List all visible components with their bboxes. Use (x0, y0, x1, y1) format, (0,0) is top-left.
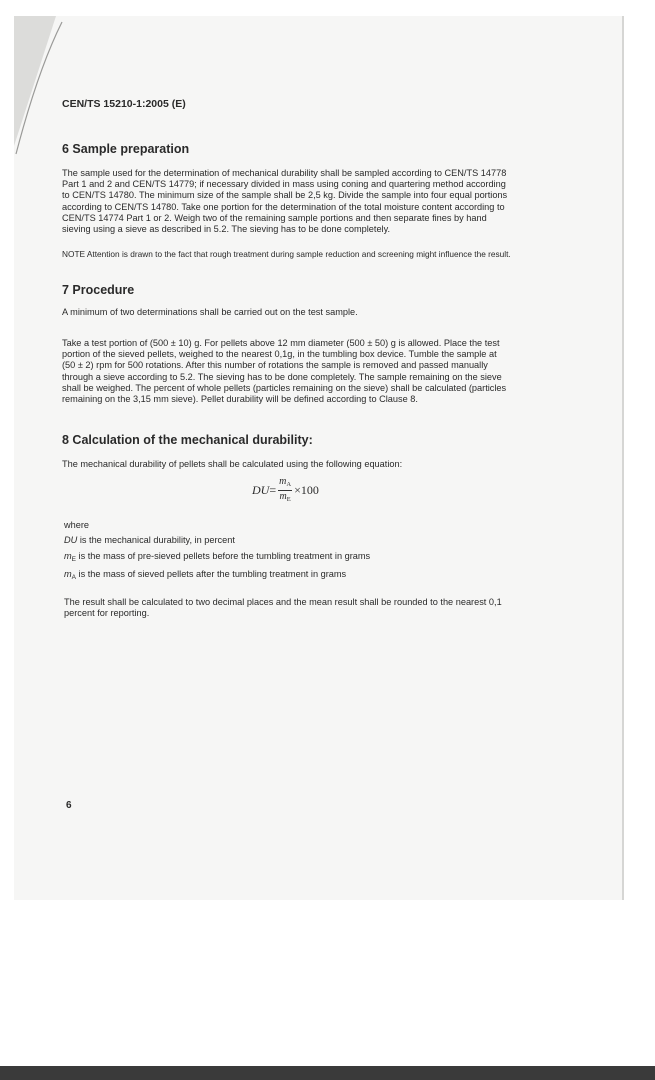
formula-factor: ×100 (294, 483, 319, 497)
section-8-intro: The mechanical durability of pellets shall be calculated using the following equation: (62, 459, 403, 469)
section-7-para1: A minimum of two determinations shall be carried out on the test sample. (62, 307, 358, 317)
definition-du: DU is the mechanical durability, in percent (64, 535, 235, 545)
definitions-list (64, 533, 370, 586)
section-7-para2: Take a test portion of (500 ± 10) g. For pellets above 12 mm diameter (500 ± 50) g is allowed. Place the test portion of the sieved pellets, weighed to the nearest 0,1g, in the tumbling box device. Tumble the sample at (50 ± 2) rpm for 500 rotations. After this number of rotations the sample is removed and passed manually through a sieve according to 5.2. The sieving has to be done completely. The sample remaining on the sieve shall be weighed. The percent of whole pellets (particles remaining on the sieve) shall be calculated (particles remaining on the 3,15 mm sieve). Pellet durability will be defined according to Clause 8. (62, 338, 507, 405)
section-6-title: 6 Sample preparation (62, 142, 190, 156)
section-6-body: The sample used for the determination of mechanical durability shall be sampled according to CEN/TS 14778 Part 1 and 2 and CEN/TS 14779; if necessary divided in mass using coning and quartering method according to CEN/TS 14780. The minimum size of the sample shall be 2,5 kg. Divide the sample into four equal portions according to CEN/TS 14780. Take one portion for the determination of the total moisture content according to CEN/TS 14774 Part 1 or 2. Weigh two of the remaining sample portions and then separate fines by hand sieving using a sieve as described in 5.2. The sieving has to be done completely. (62, 168, 508, 235)
section-6-note: NOTE Attention is drawn to the fact that rough treatment during sample reduction and screening might influence the result. (62, 249, 511, 259)
scan-border (0, 1066, 655, 1080)
formula-equals: = (269, 483, 277, 497)
definition-me: $m_E$ is the mass of pre-sieved pellets before the tumbling treatment in grams (64, 550, 371, 563)
document-id: CEN/TS 15210-1:2005 (E) (62, 98, 186, 110)
formula-denominator: $m_E$ (279, 491, 291, 503)
formula-numerator: $m_A$ (278, 476, 292, 491)
fold-crease (14, 18, 64, 158)
definition-ma: $m_A$ is the mass of sieved pellets after the tumbling treatment in grams (64, 569, 347, 581)
formula-fraction (278, 476, 292, 505)
durability-formula (252, 476, 319, 505)
where-label: where (64, 520, 90, 530)
section-7-title: 7 Procedure (62, 283, 135, 297)
section-8-result: The result shall be calculated to two decimal places and the mean result shall be rounded to the nearest 0,1 percent for reporting. (64, 597, 502, 619)
section-8-title: 8 Calculation of the mechanical durability: (62, 433, 313, 447)
formula-lhs: DU (252, 483, 270, 497)
page-number: 6 (66, 800, 72, 811)
